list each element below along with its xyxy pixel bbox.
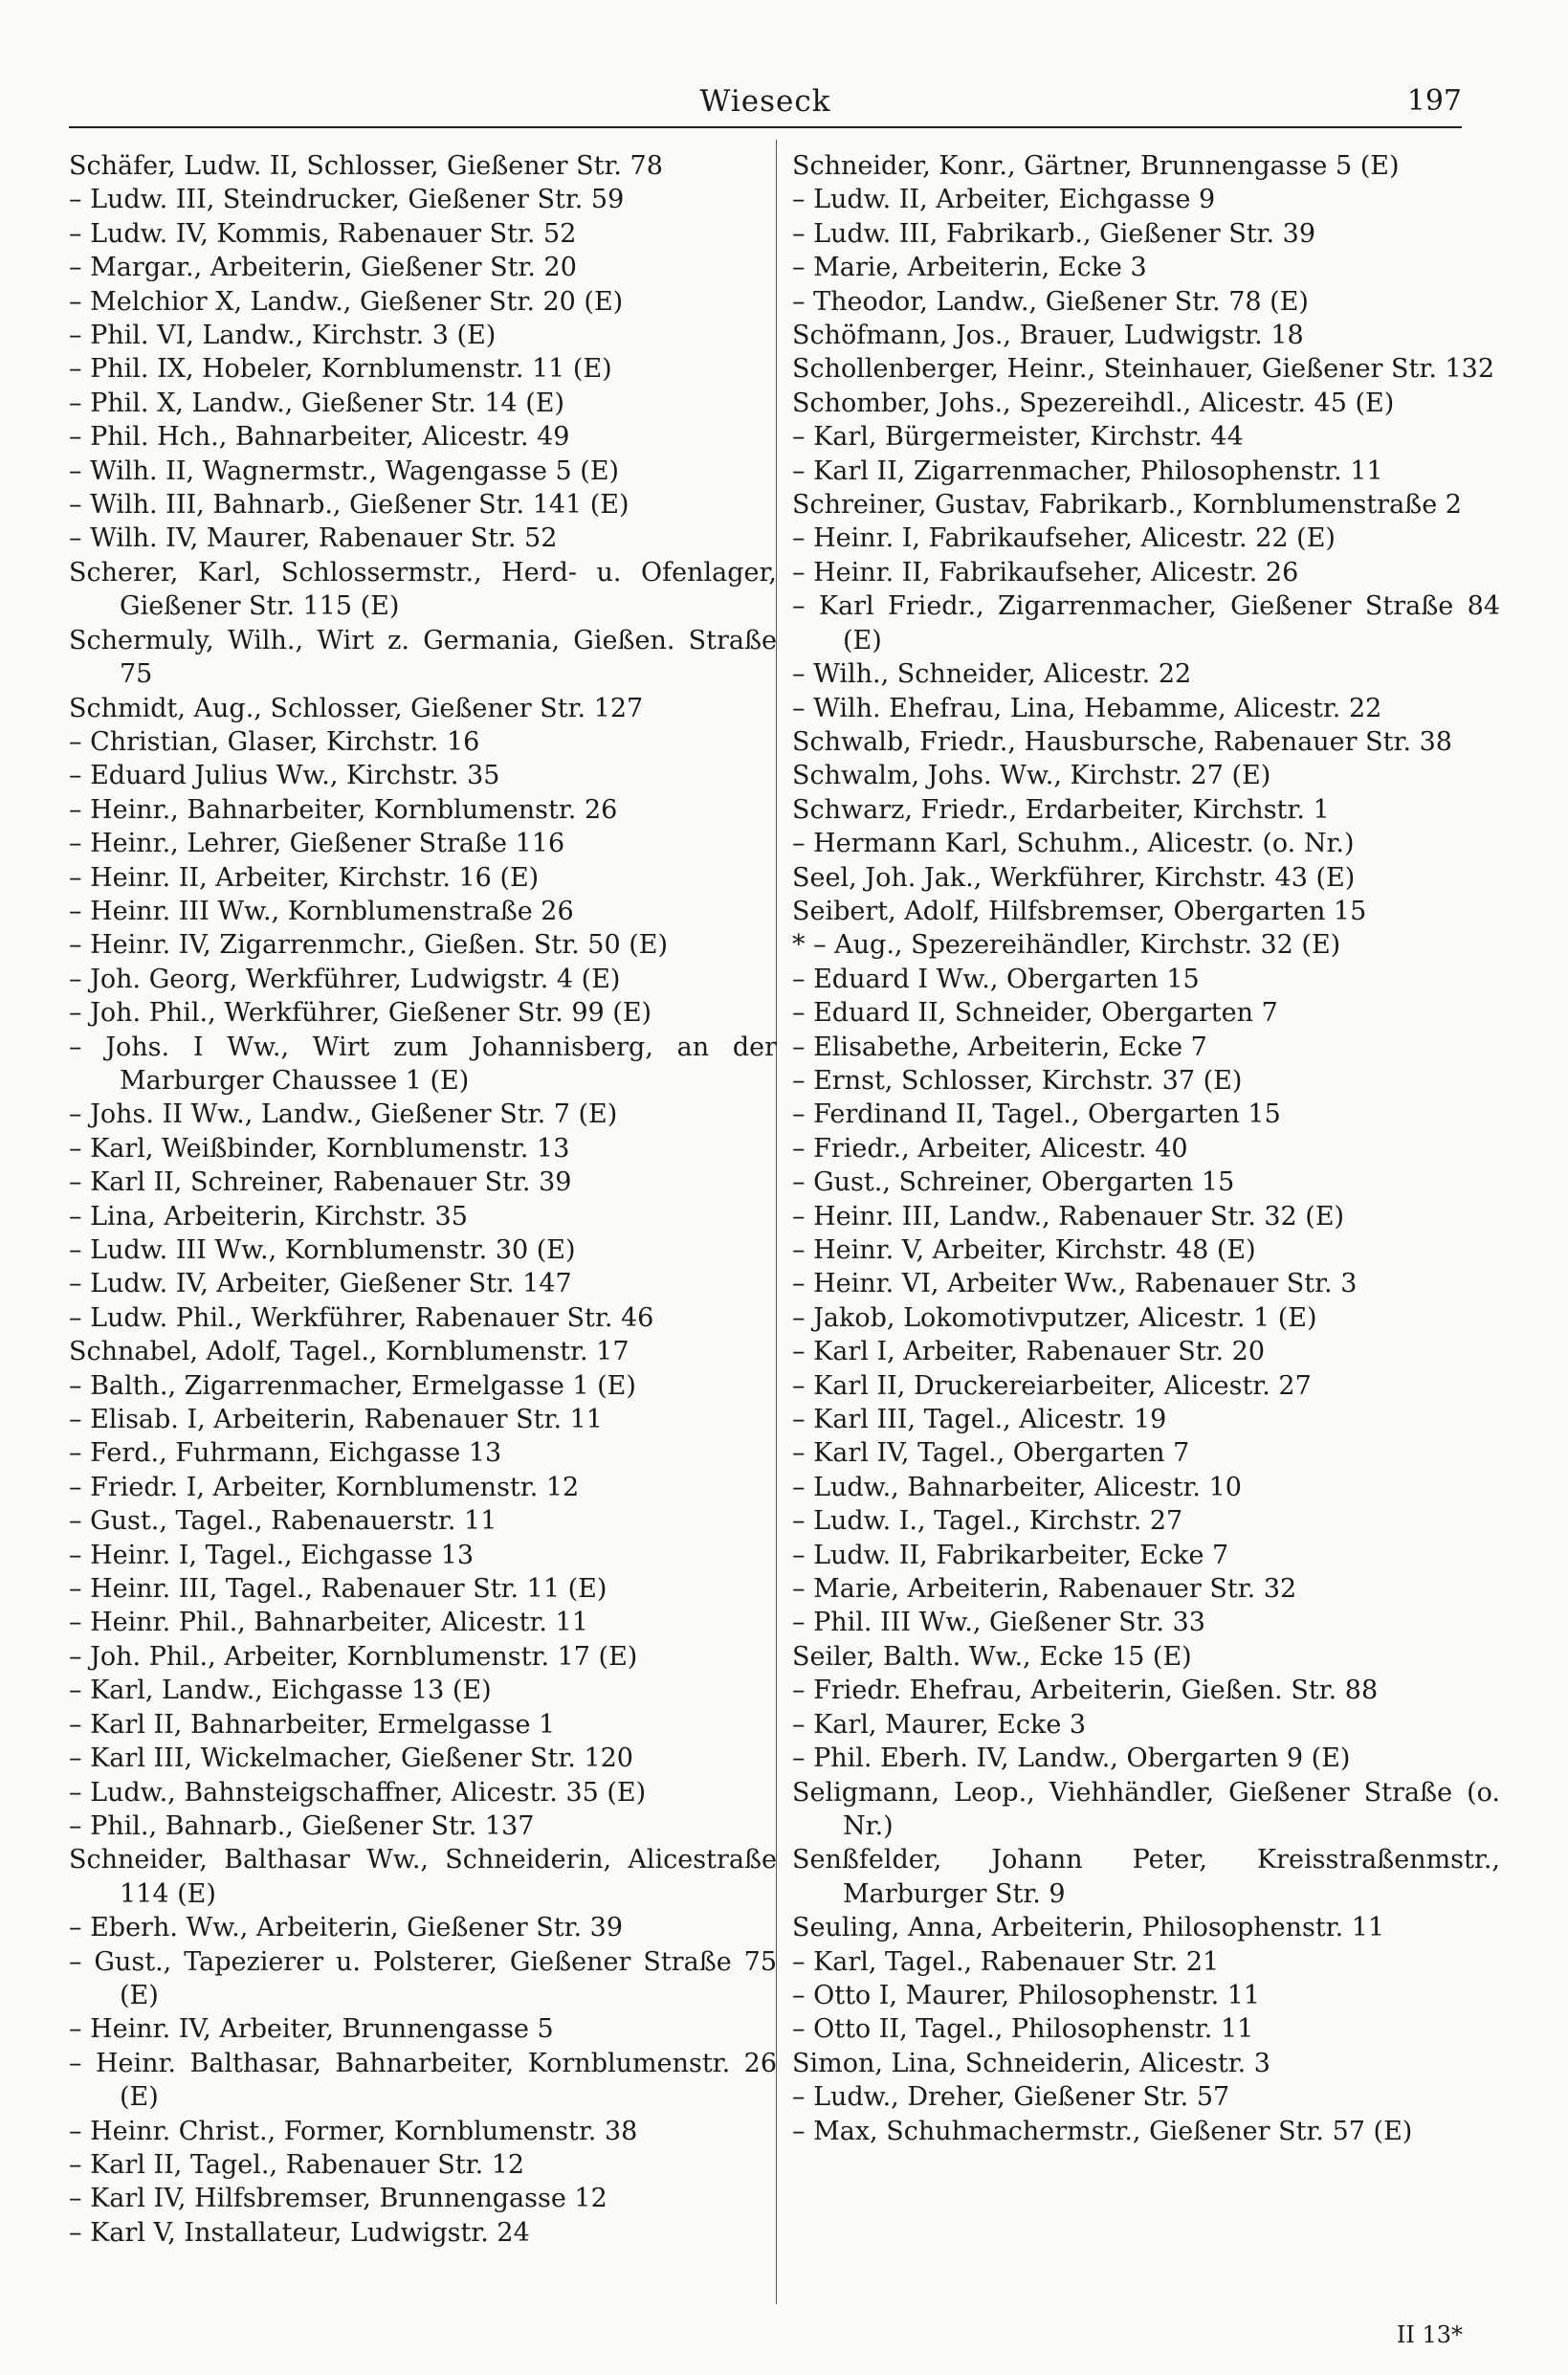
directory-entry: – Margar., Arbeiterin, Gießener Str. 20 — [69, 253, 577, 283]
directory-entry: Scherer, Karl, Schlossermstr., Herd- u. Ofenlager, Gießener Str. 115 (E) — [69, 557, 777, 622]
directory-entry: – Heinr. IV, Zigarrenmchr., Gießen. Str. 50 (E) — [69, 930, 669, 961]
directory-entry: – Heinr. Balthasar, Bahnarbeiter, Kornblumenstr. 26 (E) — [69, 2048, 777, 2113]
directory-entry: – Marie, Arbeiterin, Rabenauer Str. 32 — [792, 1574, 1297, 1605]
directory-entry: – Max, Schuhmachermstr., Gießener Str. 57 (E) — [792, 2116, 1413, 2146]
directory-entry: Schwarz, Friedr., Erdarbeiter, Kirchstr. 1 — [792, 794, 1330, 825]
directory-entry: – Joh. Phil., Werkführer, Gießener Str. 99 (E) — [69, 998, 652, 1029]
directory-entry: – Karl, Tagel., Rabenauer Str. 21 — [792, 1946, 1220, 1977]
directory-entry: – Ludw. III, Fabrikarb., Gießener Str. 39 — [792, 218, 1316, 249]
directory-entry: – Ludw., Dreher, Gießener Str. 57 — [792, 2082, 1230, 2113]
directory-entry: – Karl I, Arbeiter, Rabenauer Str. 20 — [792, 1337, 1266, 1367]
directory-entry: – Karl, Landw., Eichgasse 13 (E) — [69, 1676, 492, 1706]
page-header — [69, 84, 1462, 132]
directory-entry: – Heinr. I, Tagel., Eichgasse 13 — [69, 1540, 475, 1570]
directory-entry: – Wilh. Ehefrau, Lina, Hebamme, Alicestr. 22 — [792, 693, 1382, 723]
directory-entry: Schollenberger, Heinr., Steinhauer, Gießener Str. 132 — [792, 354, 1495, 385]
directory-entry: – Wilh. II, Wagnermstr., Wagengasse 5 (E) — [69, 455, 620, 486]
directory-entry: – Ernst, Schlosser, Kirchstr. 37 (E) — [792, 1065, 1243, 1096]
directory-entry: – Heinr. Phil., Bahnarbeiter, Alicestr. 11 — [69, 1608, 588, 1638]
directory-entry: – Karl, Weißbinder, Kornblumenstr. 13 — [69, 1133, 570, 1164]
directory-entry: – Karl II, Tagel., Rabenauer Str. 12 — [69, 2149, 525, 2180]
directory-entry: – Johs. II Ww., Landw., Gießener Str. 7 (E) — [69, 1099, 618, 1130]
directory-entry: – Heinr. IV, Arbeiter, Brunnengasse 5 — [69, 2014, 554, 2045]
directory-entry: – Phil. III Ww., Gießener Str. 33 — [792, 1608, 1205, 1638]
directory-entry: – Heinr. I, Fabrikaufseher, Alicestr. 22 (E) — [792, 523, 1336, 554]
directory-entry: – Eberh. Ww., Arbeiterin, Gießener Str. 39 — [69, 1913, 624, 1943]
page-number: 197 — [1406, 84, 1462, 118]
directory-entry: – Ludw. II, Arbeiter, Eichgasse 9 — [792, 185, 1216, 215]
directory-entry: – Balth., Zigarrenmacher, Ermelgasse 1 (E) — [69, 1370, 636, 1401]
directory-entry: – Karl IV, Tagel., Obergarten 7 — [792, 1438, 1190, 1469]
directory-entry: – Marie, Arbeiterin, Ecke 3 — [792, 253, 1147, 283]
directory-entry: – Friedr., Arbeiter, Alicestr. 40 — [792, 1133, 1188, 1164]
directory-entry: – Heinr. III, Landw., Rabenauer Str. 32 (E) — [792, 1201, 1345, 1232]
directory-entry: – Heinr., Bahnarbeiter, Kornblumenstr. 26 — [69, 794, 618, 825]
directory-entry: – Wilh., Schneider, Alicestr. 22 — [792, 659, 1192, 690]
directory-entry: – Ludw., Bahnsteigschaffner, Alicestr. 35 (E) — [69, 1777, 647, 1808]
directory-entry: – Ludw. IV, Kommis, Rabenauer Str. 52 — [69, 218, 577, 249]
directory-entry: – Hermann Karl, Schuhm., Alicestr. (o. Nr.) — [792, 829, 1355, 859]
directory-entry: – Heinr., Lehrer, Gießener Straße 116 — [69, 829, 565, 859]
directory-entry: – Ludw., Bahnarbeiter, Alicestr. 10 — [792, 1472, 1242, 1502]
directory-entry: – Ludw. III, Steindrucker, Gießener Str. 59 — [69, 185, 625, 215]
directory-entry: – Karl II, Druckereiarbeiter, Alicestr. 27 — [792, 1370, 1312, 1401]
directory-entry: Seel, Joh. Jak., Werkführer, Kirchstr. 43 (E) — [792, 862, 1356, 893]
directory-entry: Seuling, Anna, Arbeiterin, Philosophenstr. 11 — [792, 1913, 1385, 1943]
directory-entry: – Eduard I Ww., Obergarten 15 — [792, 964, 1200, 994]
directory-entry: – Karl, Maurer, Ecke 3 — [792, 1709, 1087, 1740]
directory-entry: – Christian, Glaser, Kirchstr. 16 — [69, 726, 480, 757]
directory-entry: – Eduard II, Schneider, Obergarten 7 — [792, 998, 1278, 1029]
directory-entry: – Melchior X, Landw., Gießener Str. 20 (E) — [69, 286, 624, 317]
directory-entry: – Heinr. Christ., Former, Kornblumenstr. 38 — [69, 2116, 638, 2146]
directory-entry: – Jakob, Lokomotivputzer, Alicestr. 1 (E) — [792, 1302, 1317, 1333]
directory-entry: Seiler, Balth. Ww., Ecke 15 (E) — [792, 1641, 1192, 1672]
directory-entry: Schmidt, Aug., Schlosser, Gießener Str. 127 — [69, 693, 644, 723]
directory-entry: Schneider, Balthasar Ww., Schneiderin, Alicestraße 114 (E) — [69, 1845, 777, 1909]
directory-entry: – Elisabethe, Arbeiterin, Ecke 7 — [792, 1032, 1207, 1062]
directory-entry: – Phil., Bahnarb., Gießener Str. 137 — [69, 1810, 535, 1841]
directory-entry: Simon, Lina, Schneiderin, Alicestr. 3 — [792, 2048, 1270, 2078]
directory-entry: * – Aug., Spezereihändler, Kirchstr. 32 (E) — [792, 930, 1341, 961]
directory-entry: – Otto II, Tagel., Philosophenstr. 11 — [792, 2014, 1254, 2045]
page-title: Wieseck — [699, 84, 831, 119]
directory-entry: – Gust., Tagel., Rabenauerstr. 11 — [69, 1506, 497, 1537]
directory-entry: Senßfelder, Johann Peter, Kreisstraßenmstr., Marburger Str. 9 — [792, 1845, 1500, 1909]
directory-entry: – Ludw. Phil., Werkführer, Rabenauer Str. 46 — [69, 1302, 654, 1333]
directory-entry: – Heinr. II, Arbeiter, Kirchstr. 16 (E) — [69, 862, 540, 893]
directory-entry: – Heinr. V, Arbeiter, Kirchstr. 48 (E) — [792, 1235, 1256, 1265]
directory-entry: Schreiner, Gustav, Fabrikarb., Kornblumenstraße 2 — [792, 490, 1462, 521]
directory-entry: – Lina, Arbeiterin, Kirchstr. 35 — [69, 1201, 468, 1232]
directory-entry: – Karl IV, Hilfsbremser, Brunnengasse 12 — [69, 2184, 607, 2214]
directory-entry: Schermuly, Wilh., Wirt z. Germania, Gießen. Straße 75 — [69, 625, 777, 690]
directory-entry: – Otto I, Maurer, Philosophenstr. 11 — [792, 1980, 1261, 2010]
directory-entry: Schomber, Johs., Spezereihdl., Alicestr. 45 (E) — [792, 388, 1395, 418]
directory-entry: – Gust., Tapezierer u. Polsterer, Gießener Straße 75 (E) — [69, 1946, 777, 2010]
directory-entry: – Elisab. I, Arbeiterin, Rabenauer Str. 11 — [69, 1405, 603, 1435]
directory-entry: – Ferdinand II, Tagel., Obergarten 15 — [792, 1099, 1281, 1130]
directory-entry: Seligmann, Leop., Viehhändler, Gießener Straße (o. Nr.) — [792, 1777, 1500, 1841]
directory-entry: – Theodor, Landw., Gießener Str. 78 (E) — [792, 286, 1309, 317]
directory-entry: Schneider, Konr., Gärtner, Brunnengasse 5 (E) — [792, 151, 1400, 181]
directory-entry: – Phil. IX, Hobeler, Kornblumenstr. 11 (E) — [69, 354, 612, 385]
directory-entry: – Heinr. III Ww., Kornblumenstraße 26 — [69, 896, 574, 926]
directory-entry: – Joh. Phil., Arbeiter, Kornblumenstr. 17 (E) — [69, 1641, 638, 1672]
directory-entry: – Ludw. III Ww., Kornblumenstr. 30 (E) — [69, 1235, 576, 1265]
directory-entry: Seibert, Adolf, Hilfsbremser, Obergarten 15 — [792, 896, 1367, 926]
page-signature: II 13* — [1396, 2321, 1463, 2348]
directory-entry: – Ludw. II, Fabrikarbeiter, Ecke 7 — [792, 1540, 1229, 1570]
directory-entry: – Eduard Julius Ww., Kirchstr. 35 — [69, 761, 500, 791]
directory-entry: – Friedr. Ehefrau, Arbeiterin, Gießen. Str. 88 — [792, 1676, 1379, 1706]
directory-entry: – Karl III, Tagel., Alicestr. 19 — [792, 1405, 1167, 1435]
directory-entry: – Heinr. VI, Arbeiter Ww., Rabenauer Str. 3 — [792, 1269, 1358, 1299]
directory-entry: – Karl II, Zigarrenmacher, Philosophenstr. 11 — [792, 455, 1383, 486]
directory-entry: – Phil. Hch., Bahnarbeiter, Alicestr. 49 — [69, 422, 570, 453]
directory-entry: – Phil. Eberh. IV, Landw., Obergarten 9 (E) — [792, 1743, 1351, 1774]
directory-entry: – Ferd., Fuhrmann, Eichgasse 13 — [69, 1438, 502, 1469]
directory-entry: – Phil. VI, Landw., Kirchstr. 3 (E) — [69, 321, 497, 351]
directory-entry: – Karl Friedr., Zigarrenmacher, Gießener Straße 84 (E) — [792, 591, 1500, 655]
directory-entry: – Karl II, Bahnarbeiter, Ermelgasse 1 — [69, 1709, 556, 1740]
directory-entry: Schwalb, Friedr., Hausbursche, Rabenauer Str. 38 — [792, 726, 1452, 757]
directory-entry: – Wilh. IV, Maurer, Rabenauer Str. 52 — [69, 523, 558, 554]
directory-entry: – Karl V, Installateur, Ludwigstr. 24 — [69, 2217, 530, 2248]
directory-entry: Schäfer, Ludw. II, Schlosser, Gießener Str. 78 — [69, 151, 663, 181]
left-column — [69, 149, 777, 2250]
directory-entry: – Johs. I Ww., Wirt zum Johannisberg, an der Marburger Chaussee 1 (E) — [69, 1032, 777, 1096]
directory-entry: – Joh. Georg, Werkführer, Ludwigstr. 4 (E) — [69, 964, 621, 994]
directory-entry: – Karl III, Wickelmacher, Gießener Str. 120 — [69, 1743, 633, 1774]
directory-entry: Schöfmann, Jos., Brauer, Ludwigstr. 18 — [792, 321, 1304, 351]
directory-entry: – Ludw. I., Tagel., Kirchstr. 27 — [792, 1506, 1183, 1537]
directory-entry: – Heinr. II, Fabrikaufseher, Alicestr. 26 — [792, 557, 1299, 588]
header-rule — [69, 126, 1462, 128]
directory-entry: Schwalm, Johs. Ww., Kirchstr. 27 (E) — [792, 761, 1271, 791]
directory-entry: Schnabel, Adolf, Tagel., Kornblumenstr. 17 — [69, 1337, 629, 1367]
directory-entry: – Ludw. IV, Arbeiter, Gießener Str. 147 — [69, 1269, 572, 1299]
directory-entry: – Karl II, Schreiner, Rabenauer Str. 39 — [69, 1167, 572, 1198]
directory-entry: – Phil. X, Landw., Gießener Str. 14 (E) — [69, 388, 565, 418]
right-column — [792, 149, 1500, 2148]
directory-entry: – Karl, Bürgermeister, Kirchstr. 44 — [792, 422, 1244, 453]
directory-entry: – Friedr. I, Arbeiter, Kornblumenstr. 12 — [69, 1472, 580, 1502]
directory-entry: – Heinr. III, Tagel., Rabenauer Str. 11 (E) — [69, 1574, 607, 1605]
directory-entry: – Wilh. III, Bahnarb., Gießener Str. 141 (E) — [69, 490, 629, 521]
directory-entry: – Gust., Schreiner, Obergarten 15 — [792, 1167, 1235, 1198]
